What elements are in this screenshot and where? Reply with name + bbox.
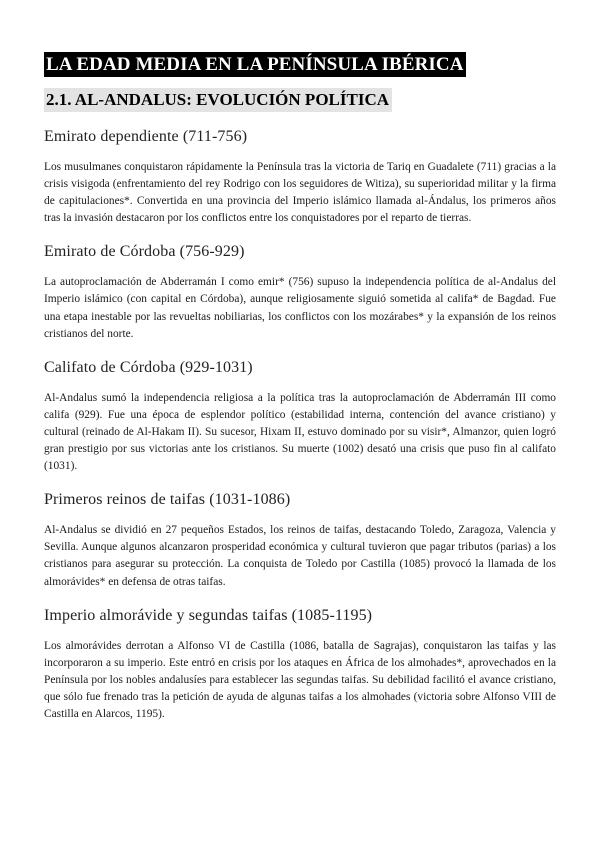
section-paragraph: Los almorávides derrotan a Alfonso VI de Castilla (1086, batalla de Sagrajas), conquistaron las taifas y las incorporaron a su imperio. Este entró en crisis por los ataques en África de los almohades*, aprovechados en la Península por los nobles andalusíes para establecer las segundas taifas. Su debilidad facilitó el avance cristiano, que sólo fue frenado tras la petición de ayuda de algunas taifas a los almohades (victoria sobre Alfonso VIII de Castilla en Alarcos, 1195). (44, 639, 556, 720)
section-emirato-cordoba (44, 242, 556, 342)
section-heading: Primeros reinos de taifas (1031-1086) (44, 491, 291, 509)
section-heading: Emirato de Córdoba (756-929) (44, 243, 245, 261)
section-paragraph: Los musulmanes conquistaron rápidamente la Península tras la victoria de Tariq en Guadalete (711) gracias a la crisis visigoda (enfrentamiento del rey Rodrigo con los seguidores de Witiza), su superioridad militar y la firma de capitulaciones*. Convertida en una provincia del Imperio islámico llamada al-Ándalus, los primeros años tras la invasión destacaron por los conflictos entre los conquistadores por el reparto de tierras. (44, 161, 556, 225)
subtitle-block (44, 77, 556, 112)
section-paragraph: Al-Andalus se dividió en 27 pequeños Estados, los reinos de taifas, destacando Toledo, Zaragoza, Valencia y Sevilla. Aunque algunos alcanzaron prosperidad económica y cultural tuvieron que pagar tributos (parias) a los cristianos para asegurar su protección. La conquista de Toledo por Castilla (1085) provocó la llamada de los almorávides* en defensa de otras taifas. (44, 524, 556, 588)
document-title: LA EDAD MEDIA EN LA PENÍNSULA IBÉRICA (46, 54, 464, 75)
section-primeros-taifas (44, 490, 556, 590)
section-califato-cordoba (44, 358, 556, 475)
section-paragraph: Al-Andalus sumó la independencia religiosa a la política tras la autoproclamación de Abderramán III como califa (929). Fue una época de esplendor político (estabilidad interna, contención del avance cristiano) y cultural (reinado de Al-Hakam II). Su sucesor, Hixam II, estuvo dominado por su visir*, Almanzor, quien logró gran prestigio por sus victorias ante los cristianos. Su muerte (1002) desató una crisis que puso fin al califato (1031). (44, 391, 556, 473)
section-emirato-dependiente (44, 127, 556, 227)
section-paragraph: La autoproclamación de Abderramán I como emir* (756) supuso la independencia política de al-Andalus del Imperio islámico (con capital en Córdoba), aunque religiosamente siguió sometida al califa* de Bagdad. Fue una etapa inestable por las revueltas nobiliarias, los conflictos con los mozárabes* y la expansión de los reinos cristianos del norte. (44, 276, 556, 340)
section-heading: Imperio almorávide y segundas taifas (1085-1195) (44, 606, 373, 624)
document-page (44, 52, 556, 723)
section-imperio-almoravide (44, 606, 556, 723)
section-heading: Califato de Córdoba (929-1031) (44, 358, 253, 376)
title-block (44, 52, 556, 77)
section-heading: Emirato dependiente (711-756) (44, 128, 248, 145)
section-subtitle: 2.1. AL-ANDALUS: EVOLUCIÓN POLÍTICA (44, 88, 392, 112)
sections-container (44, 127, 556, 723)
